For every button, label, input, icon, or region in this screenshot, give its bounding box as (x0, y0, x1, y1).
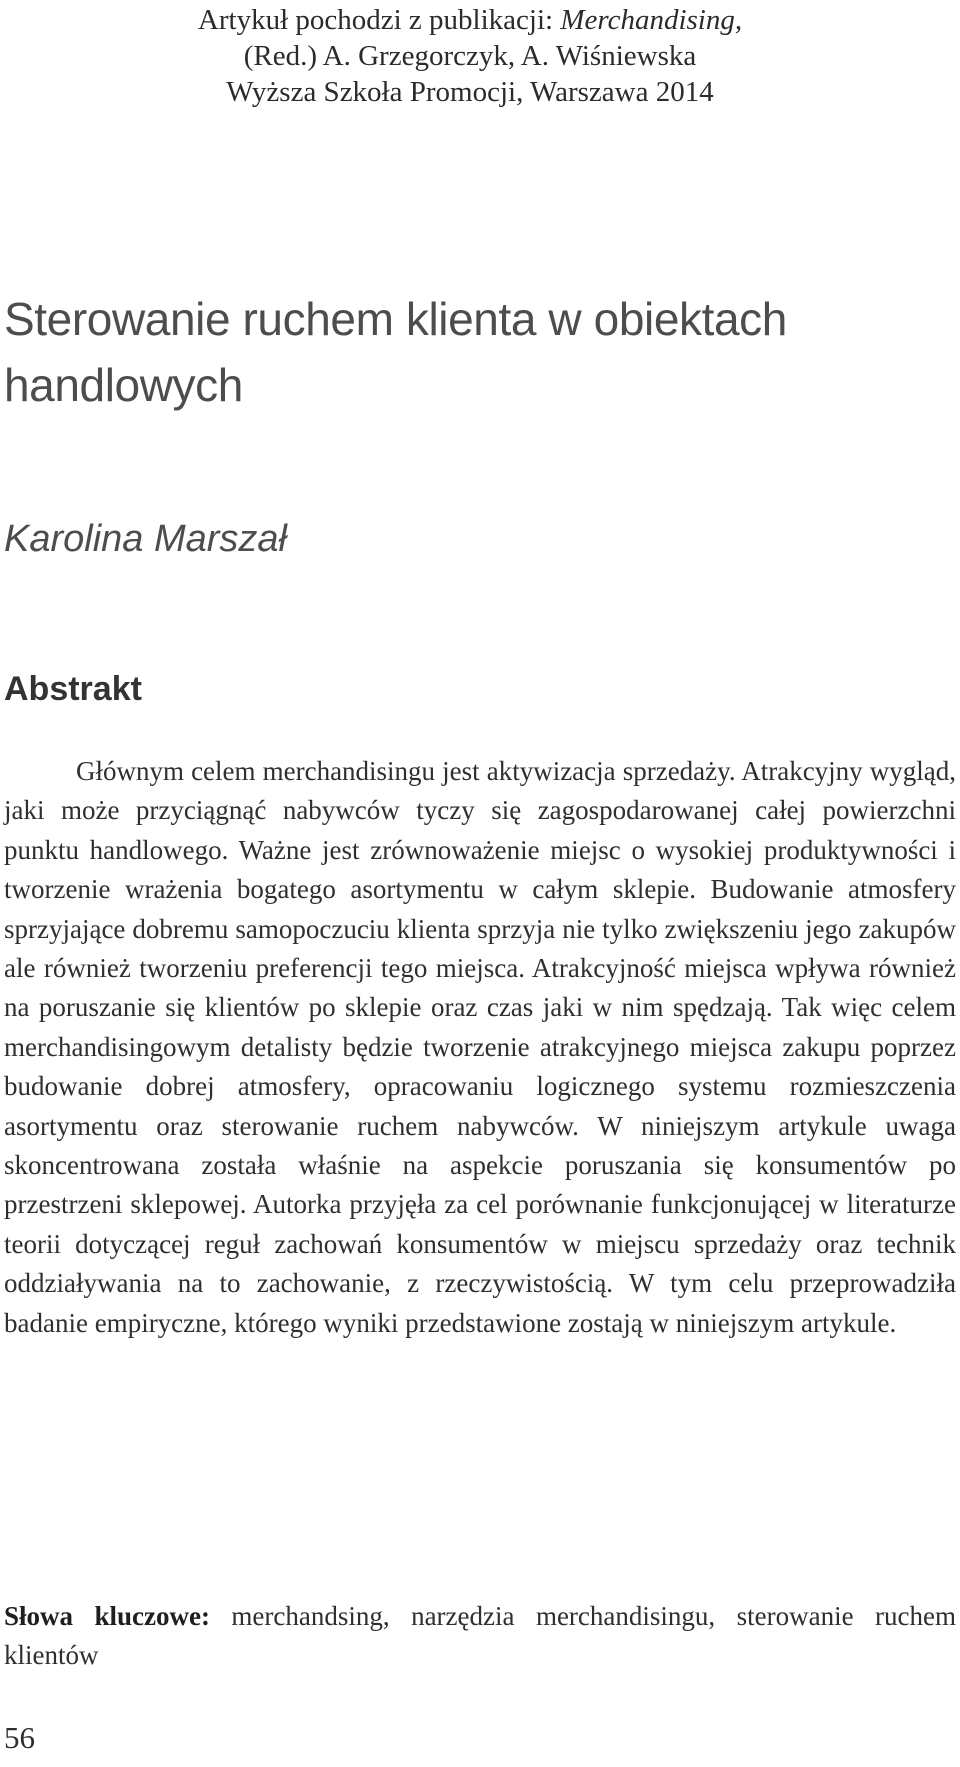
publication-title: Merchandising, (560, 4, 743, 36)
abstract-heading: Abstrakt (4, 670, 142, 708)
page-number: 56 (4, 1720, 35, 1755)
keywords (4, 1597, 956, 1676)
source-note-line-1 (140, 2, 800, 38)
source-note-line-3: Wyższa Szkoła Promocji, Warszawa 2014 (226, 76, 714, 108)
source-note (140, 2, 800, 110)
article-title: Sterowanie ruchem klienta w obiektach handlowych (4, 293, 787, 411)
abstract-text: Głównym celem merchandisingu jest aktywizacja sprzedaży. Atrakcyjny wygląd, jaki może przyciągnąć nabywców tyczy się zagospodarowanej całej powierzchni punktu handlowego. Ważne jest zrównoważenie miejsc o wysokiej produktywności i tworzenie wrażenia bogatego asortymentu w całym sklepie. Budowanie atmosfery sprzyjające dobremu samopoczuciu klienta sprzyja nie tylko zwiększeniu jego zakupów ale również tworzeniu preferencji tego miejsca. Atrakcyjność miejsca wpływa również na poruszanie się klientów po sklepie oraz czas jaki w nim spędzają. Tak więc celem merchandisingowym detalisty będzie tworzenie atrakcyjnego miejsca zakupu poprzez budowanie dobrej atmosfery, opracowaniu logicznego systemu rozmieszczenia asortymentu oraz sterowanie ruchem nabywców. W niniejszym artykule uwaga skoncentrowana została właśnie na aspekcie poruszania się konsumentów po przestrzeni sklepowej. Autorka przyjęła za cel porównanie funkcjonującej w literaturze teorii dotyczącej reguł zachowań konsumentów w miejscu sprzedaży oraz technik oddziaływania na to zachowanie, z rzeczywistością. W tym celu przeprowadziła badanie empiryczne, którego wyniki przedstawione zostają w niniejszym artykule. (4, 756, 956, 1338)
article-author: Karolina Marszał (4, 518, 287, 560)
source-note-prefix: Artykuł pochodzi z publikacji: (197, 4, 561, 36)
keywords-label: Słowa kluczowe: (4, 1601, 210, 1631)
source-note-line-2: (Red.) A. Grzegorczyk, A. Wiśniewska (243, 40, 697, 72)
keywords-text: merchandsing, narzędzia merchandisingu, sterowanie ruchem klientów (4, 1601, 956, 1671)
